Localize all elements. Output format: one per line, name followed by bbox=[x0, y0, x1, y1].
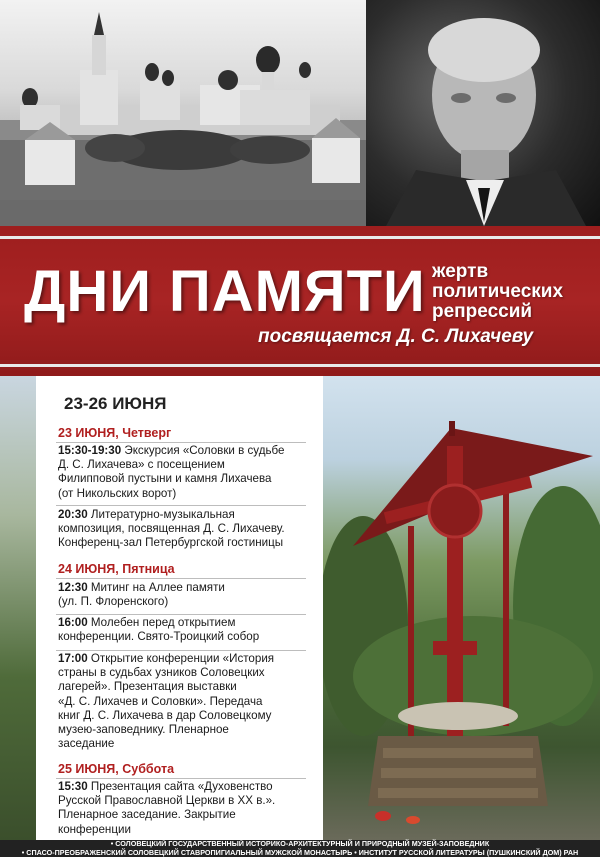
day-heading: 23 ИЮНЯ, Четверг bbox=[58, 426, 172, 440]
event-text: конференции bbox=[58, 822, 131, 836]
event-text: Митинг на Аллее памяти bbox=[87, 581, 225, 594]
banner-subtitle-line: политических bbox=[432, 281, 564, 302]
forest-photo-left bbox=[0, 376, 36, 840]
day-heading: 24 ИЮНЯ, Пятница bbox=[58, 562, 175, 576]
event-text: Презентация сайта «Духовенство bbox=[87, 780, 273, 793]
event-text: Русской Православной Церкви в XX в.». bbox=[58, 794, 276, 808]
banner-subtitle bbox=[432, 262, 563, 322]
event-time: 16:00 bbox=[58, 616, 88, 629]
cross-photo bbox=[323, 376, 600, 840]
title-banner bbox=[0, 226, 600, 376]
event-text: музею-заповеднику. Пленарное bbox=[58, 723, 229, 737]
banner-dedication: посвящается Д. С. Лихачеву bbox=[258, 326, 534, 347]
event-text: Открытие конференции «История bbox=[87, 652, 275, 665]
schedule-event bbox=[58, 616, 316, 644]
divider bbox=[56, 778, 306, 779]
footer-line: • СОЛОВЕЦКИЙ ГОСУДАРСТВЕННЫЙ ИСТОРИКО-АРХИТЕКТУРНЫЙ И ПРИРОДНЫЙ МУЗЕЙ-ЗАПОВЕДНИК bbox=[110, 839, 490, 848]
schedule-event bbox=[58, 780, 316, 837]
event-text: Литературно-музыкальная bbox=[87, 508, 235, 521]
banner-stripe-bottom bbox=[0, 364, 600, 367]
footer-line: • СПАСО-ПРЕОБРАЖЕНСКИЙ СОЛОВЕЦКИЙ СТАВРОПИГИАЛЬНЫЙ МУЖСКОЙ МОНАСТЫРЬ • ИНСТИТУТ РУССКОЙ ЛИТЕРАТУРЫ (ПУШКИНСКИЙ ДОМ) РАН bbox=[21, 847, 579, 857]
event-text: Экскурсия «Соловки в судьбе bbox=[121, 444, 285, 457]
monastery-photo bbox=[0, 0, 366, 226]
schedule-event bbox=[58, 652, 316, 751]
event-text: конференции. Свято-Троицкий собор bbox=[58, 630, 260, 644]
divider bbox=[56, 442, 306, 443]
event-text: заседание bbox=[58, 737, 115, 751]
event-time: 12:30 bbox=[58, 581, 88, 594]
event-text: (ул. П. Флоренского) bbox=[58, 595, 169, 609]
event-time: 20:30 bbox=[58, 508, 88, 521]
event-text: страны в судьбах узников Соловецких bbox=[58, 666, 265, 680]
schedule-event bbox=[58, 444, 316, 501]
event-time: 15:30 bbox=[58, 780, 88, 793]
event-text: композиция, посвященная Д. С. Лихачеву. bbox=[58, 522, 285, 536]
divider bbox=[56, 505, 306, 506]
schedule-event bbox=[58, 581, 316, 609]
event-text: Пленарное заседание. Закрытие bbox=[58, 808, 236, 822]
event-time: 15:30-19:30 bbox=[58, 444, 122, 457]
schedule-event bbox=[58, 508, 316, 551]
divider bbox=[56, 650, 306, 651]
day-heading: 25 ИЮНЯ, Суббота bbox=[58, 762, 175, 776]
portrait-photo bbox=[366, 0, 600, 226]
banner-stripe-top bbox=[0, 236, 600, 239]
divider bbox=[56, 578, 306, 579]
divider bbox=[56, 614, 306, 615]
event-text: (от Никольских ворот) bbox=[58, 486, 177, 500]
event-text: Д. С. Лихачева» с посещением bbox=[58, 458, 225, 472]
event-text: «Д. С. Лихачев и Соловки». Передача bbox=[58, 694, 263, 708]
banner-title: ДНИ ПАМЯТИ bbox=[24, 259, 426, 324]
memorial-cross-illustration bbox=[323, 376, 600, 840]
event-time: 17:00 bbox=[58, 652, 88, 665]
organizers-footer bbox=[0, 840, 600, 857]
event-text: книг Д. С. Лихачева в дар Соловецкому bbox=[58, 708, 272, 722]
banner-subtitle-line: репрессий bbox=[432, 301, 533, 322]
program-section bbox=[0, 376, 600, 840]
event-text: Филипповой пустыни и камня Лихачева bbox=[58, 472, 272, 486]
portrait-illustration bbox=[366, 0, 600, 226]
schedule-panel bbox=[36, 386, 323, 836]
event-text: лагерей». Презентация выставки bbox=[58, 680, 237, 694]
event-text: Конференц-зал Петербургской гостиницы bbox=[58, 536, 284, 550]
monastery-illustration bbox=[0, 0, 366, 226]
event-text: Молебен перед открытием bbox=[87, 616, 236, 629]
banner-subtitle-line: жертв bbox=[432, 261, 489, 282]
event-dates: 23-26 ИЮНЯ bbox=[64, 394, 167, 413]
